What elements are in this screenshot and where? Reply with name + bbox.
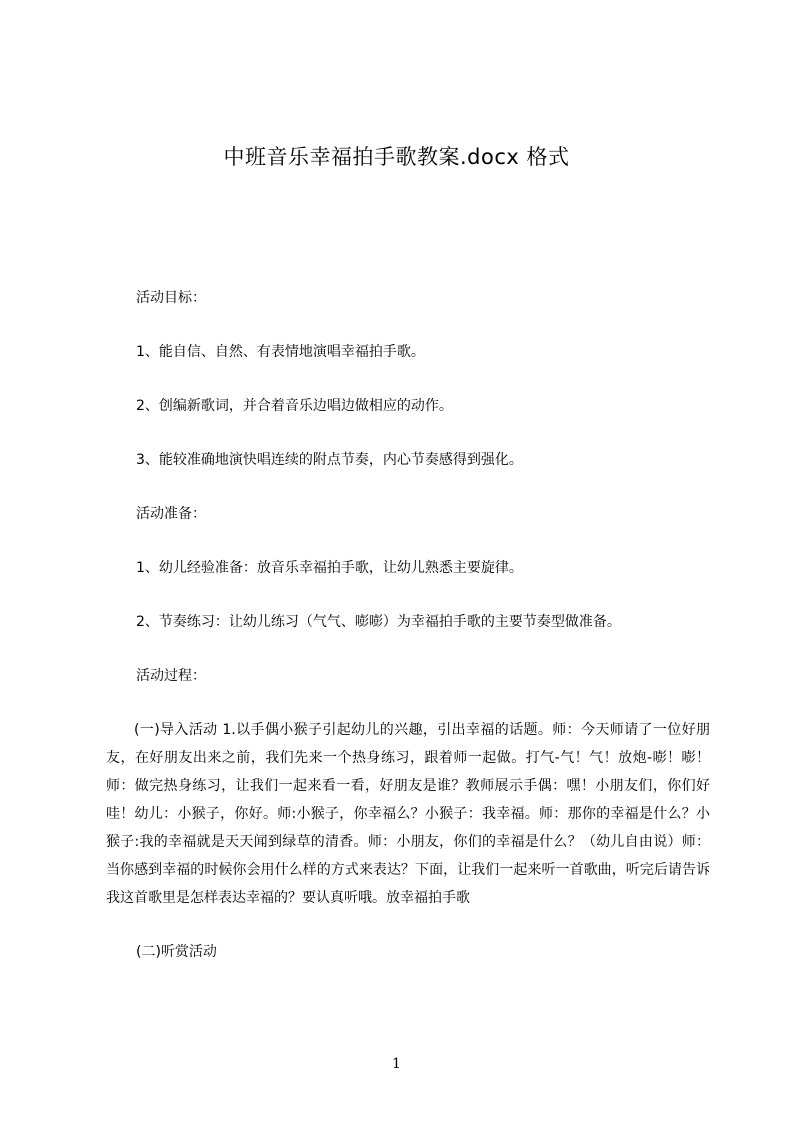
paragraph-spacer bbox=[106, 582, 710, 608]
document-body bbox=[106, 284, 710, 966]
preparation-item-2: 2、节奏练习：让幼儿练习（气气、嘭嘭）为幸福拍手歌的主要节奏型做准备。 bbox=[136, 614, 621, 630]
section-heading-process: 活动过程： bbox=[136, 668, 206, 684]
paragraph-spacer bbox=[106, 912, 710, 938]
document-title: 中班音乐幸福拍手歌教案.docx 格式 bbox=[223, 145, 570, 169]
objective-item-1: 1、能自信、自然、有表情地演唱幸福拍手歌。 bbox=[136, 344, 425, 360]
objective-item-2: 2、创编新歌词，并合着音乐边唱边做相应的动作。 bbox=[136, 398, 453, 414]
process-intro-paragraph: (一)导入活动 1.以手偶小猴子引起幼儿的兴趣，引出幸福的话题。师：今天师请了一位好朋友，在好朋友出来之前，我们先来一个热身练习，跟着师一起做。打气-气！气！放炮-嘭！嘭！师：做完热身练习，让我们一起来看一看，好朋友是谁？教师展示手偶：嘿！小朋友们，你们好哇！幼儿：小猴子，你好。师:小猴子，你幸福么？小猴子：我幸福。师：那你的幸福是什么？小猴子:我的幸福就是天天闻到绿草的清香。师：小朋友，你们的幸福是什么？（幼儿自由说）师：当你感到幸福的时候你会用什么样的方式来表达？下面，让我们一起来听一首歌曲，听完后请告诉我这首歌里是怎样表达幸福的？要认真听哦。放幸福拍手歌 bbox=[106, 722, 710, 906]
paragraph-spacer bbox=[106, 474, 710, 500]
section-heading-preparation: 活动准备： bbox=[136, 506, 206, 522]
paragraph-spacer bbox=[106, 636, 710, 662]
paragraph-spacer bbox=[106, 366, 710, 392]
process-listening-heading: (二)听赏活动 bbox=[136, 944, 217, 960]
objective-item-3: 3、能较准确地演快唱连续的附点节奏，内心节奏感得到强化。 bbox=[136, 452, 523, 468]
section-heading-objectives: 活动目标： bbox=[136, 290, 206, 306]
preparation-item-1: 1、幼儿经验准备：放音乐幸福拍手歌，让幼儿熟悉主要旋律。 bbox=[136, 560, 523, 576]
paragraph-spacer bbox=[106, 690, 710, 716]
paragraph-spacer bbox=[106, 528, 710, 554]
paragraph-spacer bbox=[106, 420, 710, 446]
page-number: 1 bbox=[392, 1056, 401, 1072]
paragraph-spacer bbox=[106, 312, 710, 338]
